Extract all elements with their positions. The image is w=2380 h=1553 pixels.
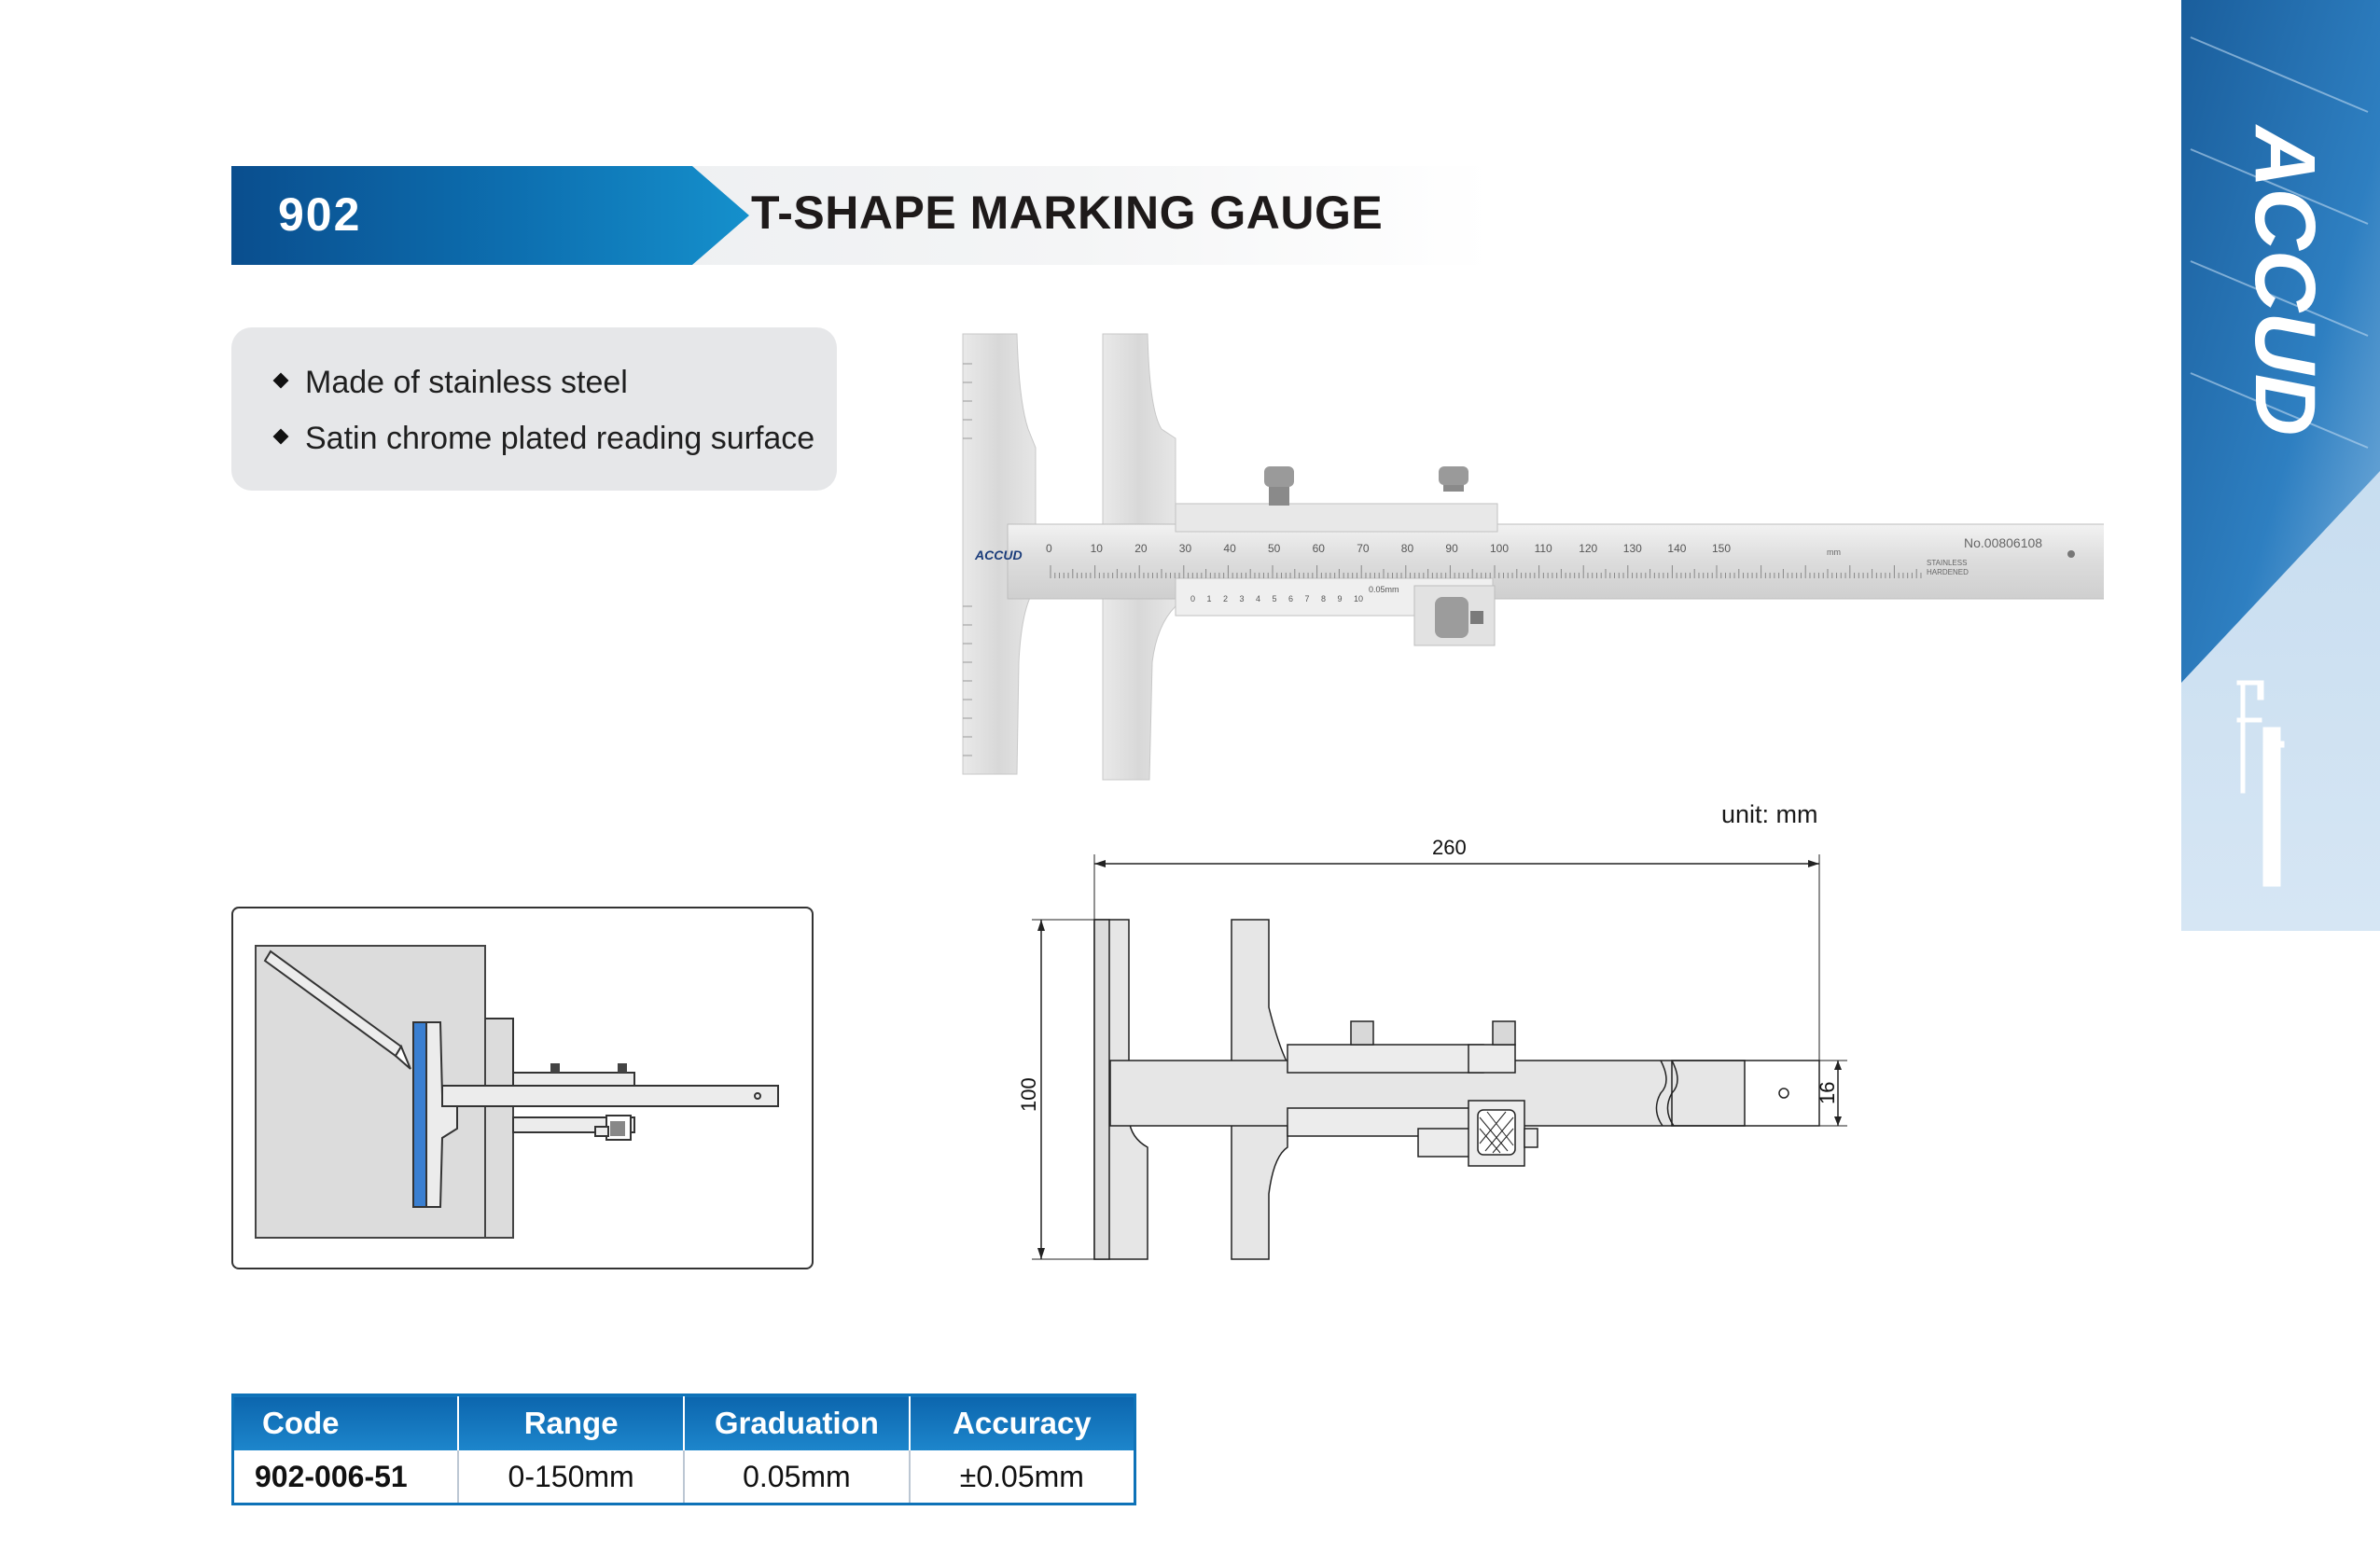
vernier-number: 8 xyxy=(1321,594,1327,603)
scale-number: 140 xyxy=(1667,542,1687,555)
scale-number: 10 xyxy=(1090,542,1103,555)
scale-number: 90 xyxy=(1445,542,1458,555)
vernier-number: 1 xyxy=(1206,594,1212,603)
vernier-number: 7 xyxy=(1304,594,1310,603)
usage-drawing xyxy=(233,908,812,1268)
serial-number: No.00806108 xyxy=(1964,535,2043,550)
features-box xyxy=(231,327,837,491)
feature-text: Made of stainless steel xyxy=(305,365,628,400)
column-header-accuracy: Accuracy xyxy=(910,1395,1135,1451)
dimension-length: 260 xyxy=(1432,836,1467,859)
product-code: 902 xyxy=(278,188,362,241)
feature-text: Satin chrome plated reading surface xyxy=(305,421,815,456)
column-header-graduation: Graduation xyxy=(684,1395,910,1451)
scale-number: 20 xyxy=(1134,542,1148,555)
feature-item xyxy=(275,364,628,401)
technical-drawing xyxy=(1008,821,1885,1269)
page-title: T-SHAPE MARKING GAUGE xyxy=(751,187,1384,239)
cell-graduation: 0.05mm xyxy=(684,1450,910,1504)
scale-number: 130 xyxy=(1622,542,1642,555)
product-photo xyxy=(952,326,2104,783)
vernier-number: 6 xyxy=(1288,594,1294,603)
brand-side-panel xyxy=(2181,0,2380,931)
scale-number: 110 xyxy=(1534,542,1552,555)
scale-number: 60 xyxy=(1312,542,1325,555)
vernier-number: 10 xyxy=(1354,594,1364,603)
vernier-label: 0.05mm xyxy=(1369,585,1399,594)
column-header-range: Range xyxy=(458,1395,684,1451)
cell-code: 902-006-51 xyxy=(233,1450,459,1504)
diamond-bullet-icon xyxy=(273,429,289,445)
scale-number: 80 xyxy=(1400,542,1414,555)
photo-brand-label: ACCUD xyxy=(975,548,1023,562)
brand-logo: ACCUD xyxy=(2237,126,2332,437)
dimension-beam-width: 16 xyxy=(1816,1081,1839,1104)
beam-hole xyxy=(2067,550,2075,558)
vernier-number: 2 xyxy=(1223,594,1229,603)
table-row xyxy=(233,1450,1135,1504)
scale-unit: mm xyxy=(1827,548,1841,557)
unit-label: unit: mm xyxy=(1721,800,1818,828)
vernier-number: 0 xyxy=(1190,594,1196,603)
vernier-number: 9 xyxy=(1337,594,1343,603)
vernier-number: 4 xyxy=(1256,594,1261,603)
stamp-line-2: HARDENED xyxy=(1927,568,1969,576)
dimension-height: 100 xyxy=(1017,1077,1040,1112)
cell-accuracy: ±0.05mm xyxy=(959,1459,1084,1493)
scale-number: 150 xyxy=(1712,542,1732,555)
spec-table xyxy=(231,1394,1136,1505)
stamp-line-1: STAINLESS xyxy=(1927,559,1968,567)
table-header-row xyxy=(233,1395,1135,1451)
column-header-code: Code xyxy=(233,1395,459,1451)
scale-number: 120 xyxy=(1579,542,1598,555)
feature-item xyxy=(275,420,814,457)
diamond-bullet-icon xyxy=(273,373,289,389)
cell-range: 0-150mm xyxy=(458,1450,684,1504)
vernier-number: 3 xyxy=(1239,594,1245,603)
scale-number: 30 xyxy=(1178,542,1192,555)
usage-illustration xyxy=(231,907,814,1269)
scale-number: 50 xyxy=(1268,542,1281,555)
scale-number: 0 xyxy=(1046,542,1052,555)
scale-number: 70 xyxy=(1357,542,1370,555)
scale-number: 40 xyxy=(1223,542,1236,555)
vernier-number: 5 xyxy=(1272,594,1277,603)
scale-number: 100 xyxy=(1490,542,1510,555)
